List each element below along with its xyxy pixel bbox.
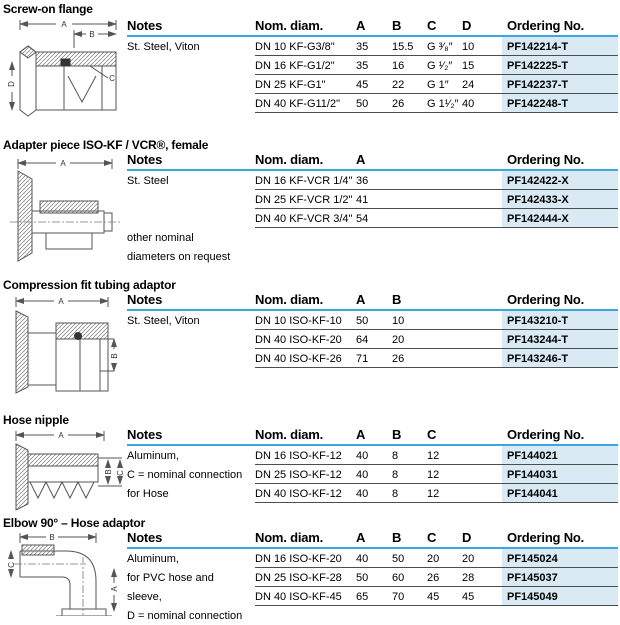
compression-fit-table (127, 292, 618, 368)
cell-a: 36 (356, 174, 369, 187)
col-d: D (462, 530, 472, 545)
dim-label-a: A (58, 297, 64, 306)
cell-a: 35 (356, 59, 369, 72)
table-row (127, 190, 618, 209)
cell-nom: DN 25 ISO-KF-28 (255, 571, 342, 584)
cell-a: 54 (356, 212, 369, 225)
cell-c: G 1″ (427, 78, 449, 91)
cell-c: 12 (427, 449, 440, 462)
cell-nom: DN 40 ISO-KF-45 (255, 590, 342, 603)
cell-b: 26 (392, 352, 405, 365)
table-row (127, 209, 618, 228)
cell-nom: DN 40 ISO-KF-20 (255, 333, 342, 346)
cell-d: 15 (462, 59, 475, 72)
table-row (127, 330, 618, 349)
cell-b: 50 (392, 552, 405, 565)
cell-nom: DN 25 KF-VCR 1/2" (255, 193, 353, 206)
cell-a: 35 (356, 40, 369, 53)
cell-b: 8 (392, 449, 399, 462)
col-ordering-no: Ordering No. (507, 152, 585, 167)
cell-d: 24 (462, 78, 475, 91)
table-header (127, 292, 618, 311)
dim-label-a: A (58, 431, 64, 440)
col-notes: Notes (127, 152, 163, 167)
cell-note: Aluminum, (127, 552, 179, 565)
cell-c: 26 (427, 571, 440, 584)
table-row (127, 568, 618, 587)
cell-a: 50 (356, 97, 369, 110)
table-header (127, 427, 618, 446)
dim-label-a: A (110, 586, 119, 592)
compression-fit-drawing (6, 293, 124, 413)
table-row (127, 311, 618, 330)
col-a: A (356, 18, 366, 33)
cell-c: 45 (427, 590, 440, 603)
table-row (127, 75, 618, 94)
cell-note: St. Steel, Viton (127, 40, 200, 53)
cell-a: 71 (356, 352, 369, 365)
cell-ordering-no: PF142225-T (502, 56, 618, 75)
col-a: A (356, 152, 366, 167)
table-row (127, 465, 618, 484)
cell-ordering-no: PF142214-T (502, 37, 618, 56)
cell-ordering-no: PF145024 (502, 549, 618, 568)
cell-a: 40 (356, 552, 369, 565)
cell-note: St. Steel (127, 174, 169, 187)
cell-note: C = nominal connection (127, 468, 243, 481)
cell-b: 8 (392, 468, 399, 481)
cell-note: St. Steel, Viton (127, 314, 200, 327)
dim-label-c: C (7, 562, 16, 568)
col-nom-diam: Nom. diam. (255, 292, 324, 307)
cell-ordering-no: PF143246-T (502, 349, 618, 368)
table-header (127, 152, 618, 171)
col-b: B (392, 18, 402, 33)
cell-b: 60 (392, 571, 405, 584)
col-ordering-no: Ordering No. (507, 427, 585, 442)
cell-nom: DN 16 ISO-KF-12 (255, 449, 342, 462)
col-c: C (427, 427, 437, 442)
cell-a: 40 (356, 487, 369, 500)
col-ordering-no: Ordering No. (507, 292, 585, 307)
hose-nipple-drawing (6, 428, 130, 521)
col-notes: Notes (127, 292, 163, 307)
cell-note: sleeve, (127, 590, 162, 603)
cell-ordering-no: PF145049 (502, 587, 618, 606)
col-nom-diam: Nom. diam. (255, 18, 324, 33)
cell-nom: DN 40 ISO-KF-12 (255, 487, 342, 500)
cell-b: 10 (392, 314, 405, 327)
table-row (127, 446, 618, 465)
dim-label-a: A (60, 159, 66, 168)
table-header (127, 18, 618, 37)
cell-a: 65 (356, 590, 369, 603)
col-d: D (462, 18, 472, 33)
cell-nom: DN 16 KF-G1/2" (255, 59, 335, 72)
cell-nom: DN 25 ISO-KF-12 (255, 468, 342, 481)
cell-c: G ¹⁄₂″ (427, 59, 453, 72)
col-b: B (392, 530, 402, 545)
table-row (127, 56, 618, 75)
col-c: C (427, 18, 437, 33)
cell-c: G 1¹⁄₂″ (427, 97, 459, 110)
screw-on-flange-drawing (6, 18, 124, 127)
cell-note: for Hose (127, 487, 169, 500)
col-b: B (392, 427, 402, 442)
section-title: Hose nipple (3, 413, 69, 427)
cell-a: 40 (356, 449, 369, 462)
cell-b: 20 (392, 333, 405, 346)
cell-c: 12 (427, 468, 440, 481)
cell-c: 12 (427, 487, 440, 500)
table-footnote: diameters on request (127, 250, 231, 263)
col-b: B (392, 292, 402, 307)
dim-label-b: B (104, 469, 113, 475)
table-row (127, 37, 618, 56)
cell-b: 70 (392, 590, 405, 603)
col-a: A (356, 427, 366, 442)
cell-c: 20 (427, 552, 440, 565)
col-nom-diam: Nom. diam. (255, 427, 324, 442)
col-ordering-no: Ordering No. (507, 18, 585, 33)
cell-ordering-no: PF142433-X (502, 190, 618, 209)
cell-ordering-no: PF142422-X (502, 171, 618, 190)
elbow-hose-adaptor-table (127, 530, 618, 625)
hose-nipple-table (127, 427, 618, 503)
dim-label-b: B (89, 30, 95, 39)
cell-a: 45 (356, 78, 369, 91)
section-title: Screw-on flange (3, 2, 93, 16)
cell-d: 28 (462, 571, 475, 584)
dim-label-b: B (110, 353, 119, 359)
cell-a: 41 (356, 193, 369, 206)
cell-b: 16 (392, 59, 405, 72)
cell-ordering-no: PF145037 (502, 568, 618, 587)
elbow-hose-adaptor-drawing (6, 531, 130, 621)
cell-ordering-no: PF143210-T (502, 311, 618, 330)
cell-d: 10 (462, 40, 475, 53)
section-title: Elbow 90° – Hose adaptor (3, 516, 146, 530)
dim-label-b: B (49, 533, 55, 542)
cell-c: G ³⁄₈″ (427, 40, 453, 53)
table-row (127, 587, 618, 606)
cell-ordering-no: PF144031 (502, 465, 618, 484)
dim-label-a: A (61, 20, 67, 29)
table-footnote: other nominal (127, 231, 194, 244)
table-row (127, 171, 618, 190)
cell-b: 15.5 (392, 40, 414, 53)
cell-ordering-no: PF142237-T (502, 75, 618, 94)
table-header (127, 530, 618, 549)
cell-nom: DN 10 KF-G3/8" (255, 40, 335, 53)
dim-label-d: D (7, 81, 16, 87)
cell-a: 50 (356, 314, 369, 327)
cell-nom: DN 40 KF-VCR 3/4" (255, 212, 353, 225)
section-title: Adapter piece ISO-KF / VCR®, female (3, 138, 209, 152)
col-notes: Notes (127, 18, 163, 33)
cell-a: 64 (356, 333, 369, 346)
dim-label-c: C (109, 74, 115, 83)
table-row (127, 484, 618, 503)
table-row (127, 349, 618, 368)
cell-ordering-no: PF142248-T (502, 94, 618, 113)
cell-b: 8 (392, 487, 399, 500)
col-nom-diam: Nom. diam. (255, 152, 324, 167)
table-row (127, 549, 618, 568)
cell-b: 22 (392, 78, 405, 91)
col-c: C (427, 530, 437, 545)
cell-note: for PVC hose and (127, 571, 214, 584)
cell-nom: DN 16 ISO-KF-20 (255, 552, 342, 565)
adapter-piece-table (127, 152, 618, 266)
cell-ordering-no: PF143244-T (502, 330, 618, 349)
cell-nom: DN 40 KF-G11/2" (255, 97, 341, 110)
col-notes: Notes (127, 530, 163, 545)
cell-nom: DN 16 KF-VCR 1/4" (255, 174, 353, 187)
adapter-piece-drawing (6, 155, 124, 272)
cell-ordering-no: PF144041 (502, 484, 618, 503)
col-nom-diam: Nom. diam. (255, 530, 324, 545)
section-title: Compression fit tubing adaptor (3, 278, 176, 292)
cell-note: Aluminum, (127, 449, 179, 462)
col-ordering-no: Ordering No. (507, 530, 585, 545)
cell-d: 20 (462, 552, 475, 565)
cell-ordering-no: PF144021 (502, 446, 618, 465)
cell-a: 50 (356, 571, 369, 584)
col-notes: Notes (127, 427, 163, 442)
cell-nom: DN 10 ISO-KF-10 (255, 314, 342, 327)
cell-ordering-no: PF142444-X (502, 209, 618, 228)
col-a: A (356, 530, 366, 545)
cell-d: 40 (462, 97, 475, 110)
cell-a: 40 (356, 468, 369, 481)
table-footnote: D = nominal connection (127, 609, 243, 622)
table-row (127, 94, 618, 113)
cell-b: 26 (392, 97, 405, 110)
dim-label-c: C (116, 470, 125, 476)
cell-d: 45 (462, 590, 475, 603)
screw-on-flange-table (127, 18, 618, 113)
col-a: A (356, 292, 366, 307)
cell-nom: DN 40 ISO-KF-26 (255, 352, 342, 365)
cell-nom: DN 25 KF-G1" (255, 78, 326, 91)
